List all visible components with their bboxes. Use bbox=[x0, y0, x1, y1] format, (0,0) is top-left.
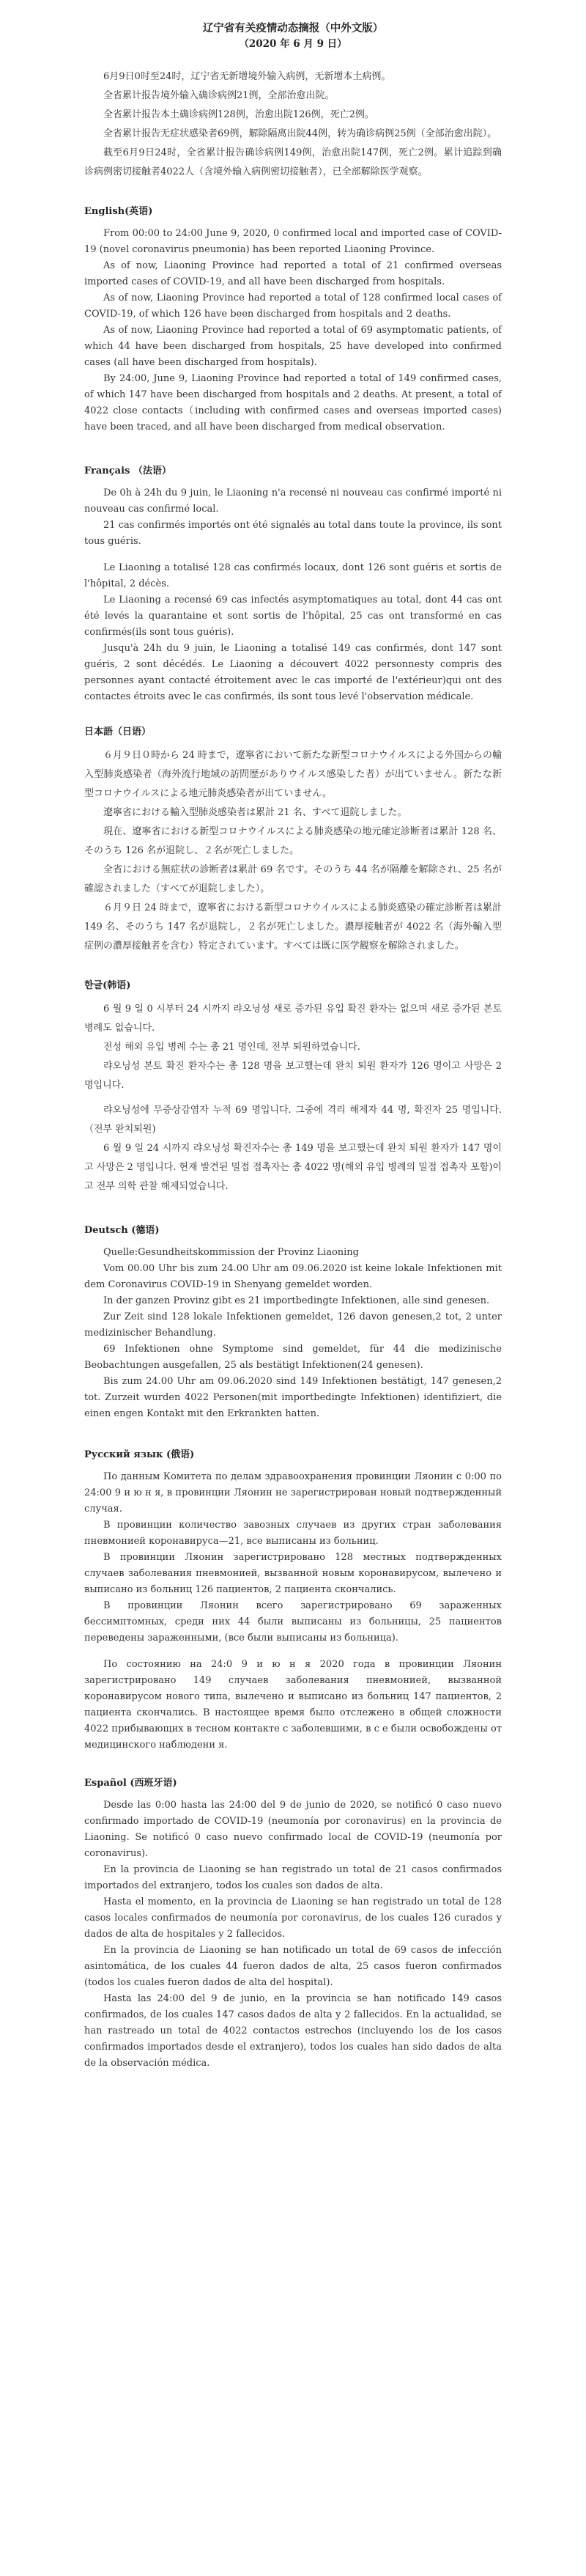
german-paragraph: Bis zum 24.00 Uhr am 09.06.2020 sind 149 Infektionen bestätigt, 147 genesen,2 tot. Zurzeit wurden 4022 Personen(mit importbedingte Infektionen) identifiziert, die einen engen Kontakt mit den Erkrankten hatten. bbox=[84, 1376, 502, 1419]
german-paragraph: Quelle:Gesundheitskommission der Provinz Liaoning bbox=[103, 1247, 359, 1258]
chinese-paragraph: 全省累计报告境外输入确诊病例21例，全部治愈出院。 bbox=[103, 90, 335, 101]
french-heading: Français （法语） bbox=[84, 465, 171, 476]
russian-paragraph: По состоянию на 24:0 9 и ю н я 2020 года в провинции Ляонин зарегистрировано 149 случаев заболевания пневмонией, вызванной коронавирусом нового типа, вылечено и выписано из больниц 147 пациентов, 2 пациента скончались. В настоящее время было отслежено в общей сложности 4022 прибывающих в тесном контакте с заболевшими, в с е были освобождены от медицинского наблюдени я. bbox=[84, 1659, 502, 1751]
korean-paragraph: 랴오닝성에 무증상감염자 누적 69 명입니다. 그중에 격리 해제자 44 명, 확진자 25 명입니다. （전부 완치퇴원) bbox=[84, 1105, 502, 1135]
spanish-heading: Español (西班牙语) bbox=[84, 1778, 177, 1789]
english-section bbox=[84, 204, 502, 435]
russian-section bbox=[84, 1447, 502, 1753]
korean-paragraph: 6 월 9 일 0 시부터 24 시까지 랴오닝성 새로 증가된 유입 확진 환자는 없으며 새로 증가된 본토 병례도 없습니다. bbox=[84, 1004, 502, 1034]
german-paragraph: Zur Zeit sind 128 lokale Infektionen gemeldet, 126 davon genesen,2 tot, 2 unter medizinischer Behandlung. bbox=[84, 1311, 502, 1339]
german-paragraph: 69 Infektionen ohne Symptome sind gemeldet, für 44 die medizinische Beobachtungen ausgefallen, 25 als bestätigt Infektionen(24 genesen). bbox=[84, 1344, 502, 1371]
japanese-paragraph: ６月９日０時から 24 時まで，遼寧省において新たな新型コロナウイルスによる外国からの輸入型肺炎感染者（海外流行地域の訪問歴がありウイルス感染した者）が出ていません。新たな新型コロナウイルスによる地元肺炎感染者が出ていません。 bbox=[84, 750, 502, 799]
spanish-paragraph: Hasta las 24:00 del 9 de junio, en la provincia se han notificado 149 casos confirmados, de los cuales 147 casos dados de alta y 2 fallecidos. En la actualidad, se han rastreado un total de 4022 contactos estrechos (incluyendo los de los casos confirmados importados desde el extranjero), todos los cuales han sido dados de alta de la observación médica. bbox=[84, 1993, 502, 2069]
english-paragraph: From 00:00 to 24:00 June 9, 2020, 0 confirmed local and imported case of COVID-19 (novel coronavirus pneumonia) has been reported Liaoning Province. bbox=[84, 228, 502, 255]
french-paragraph: De 0h à 24h du 9 juin, le Liaoning n'a recensé ni nouveau cas confirmé importé ni nouveau cas confirmé local. bbox=[84, 487, 502, 515]
spanish-section bbox=[84, 1775, 502, 2072]
japanese-paragraph: 全省における無症状の診断者は累計 69 名です。そのうち 44 名が隔離を解除され、25 名が確認されました（すべてが退院しました）。 bbox=[84, 864, 502, 894]
spanish-paragraph: En la provincia de Liaoning se han registrado un total de 21 casos confirmados importados del extranjero, todos los cuales son dados de alta. bbox=[84, 1864, 502, 1891]
chinese-paragraph: 全省累计报告本土确诊病例128例，治愈出院126例，死亡2例。 bbox=[103, 109, 374, 120]
russian-paragraph: В провинции Ляонин зарегистрировано 128 местных подтвержденных случаев заболевания пневмонией, вызванной новым коронавирусом, вылечено и выписано из больниц 126 пациентов, 2 пациента скончались. bbox=[84, 1552, 502, 1595]
document-title: 辽宁省有关疫情动态摘报（中外文版） bbox=[202, 22, 384, 34]
french-paragraph: Le Liaoning a totalisé 128 cas confirmés locaux, dont 126 sont guéris et sortis de l'hôpital, 2 décès. bbox=[84, 562, 502, 589]
document-date: （2020 年 6 月 9 日） bbox=[239, 38, 347, 50]
spanish-paragraph: Desde las 0:00 hasta las 24:00 del 9 de junio de 2020, se notificó 0 caso nuevo confirmado importado de COVID-19 (neumonía por coronavirus) en la provincia de Liaoning. Se notificó 0 caso nuevo confirmado local de COVID-19 (neumonía por coronavirus). bbox=[84, 1800, 502, 1859]
russian-heading: Русский язык (俄语) bbox=[84, 1449, 195, 1460]
chinese-paragraph: 6月9日0时至24时，辽宁省无新增境外输入病例，无新增本土病例。 bbox=[103, 71, 391, 82]
german-heading: Deutsch (德语) bbox=[84, 1225, 160, 1236]
russian-paragraph: В провинции количество завозных случаев из других стран заболевания пневмонией коронавируса—21, все выписаны из больниц. bbox=[84, 1520, 502, 1547]
english-paragraph: As of now, Liaoning Province had reported a total of 21 confirmed overseas imported cases of COVID-19, and all have been discharged from hospitals. bbox=[84, 260, 502, 287]
french-paragraph: Le Liaoning a recensé 69 cas infectés asymptomatiques au total, dont 44 cas ont été levés la quarantaine et sont sortis de l'hôpital, 25 cas ont transformé en cas confirmés(ils sont tous guéris). bbox=[84, 595, 502, 638]
spanish-paragraph: En la provincia de Liaoning se han notificado un total de 69 casos de infección asintomática, de los cuales 44 fueron dados de alta, 25 casos fueron confirmados (todos los cuales fueron dados de alta del hospital). bbox=[84, 1945, 502, 1988]
japanese-section bbox=[84, 724, 502, 956]
japanese-paragraph: 遼寧省における輸入型肺炎感染者は累計 21 名、すべて退院しました。 bbox=[103, 807, 407, 818]
english-paragraph: As of now, Liaoning Province had reported a total of 128 confirmed local cases of COVID-19, of which 126 have been discharged from hospitals and 2 deaths. bbox=[84, 292, 502, 320]
korean-paragraph: 랴오닝성 본토 확진 환자수는 총 128 명을 보고했는데 완치 퇴원 환자가 126 명이고 사망은 2 명입니다. bbox=[84, 1061, 502, 1091]
german-paragraph: In der ganzen Provinz gibt es 21 importbedingte Infektionen, alle sind genesen. bbox=[103, 1295, 490, 1306]
russian-paragraph: По данным Комитета по делам здравоохранения провинции Ляонин с 0:00 по 24:00 9 и ю н я, в провинции Ляонин не зарегистрирован новый подтвержденный случая. bbox=[84, 1471, 502, 1515]
korean-section bbox=[84, 978, 502, 1196]
russian-paragraph: В провинции Ляонин всего зарегистрировано 69 зараженных бессимптомных, среди них 44 были выписаны из больницы, 25 пациентов переведены зараженными, (все были выписаны из больница). bbox=[84, 1600, 502, 1644]
english-paragraph: By 24:00, June 9, Liaoning Province had reported a total of 149 confirmed cases, of which 147 have been discharged from hospitals and 2 deaths. At present, a total of 4022 close contacts（including with confirmed cases and overseas imported cases) have been traced, and all have been discharged from medical observation. bbox=[84, 373, 502, 433]
french-paragraph: 21 cas confirmés importés ont été signalés au total dans toute la province, ils sont tous guéris. bbox=[84, 520, 502, 547]
english-heading: English(英语) bbox=[84, 206, 153, 217]
korean-paragraph: 6 월 9 일 24 시까지 랴오닝성 확진자수는 총 149 명을 보고했는데 완치 퇴원 환자가 147 명이고 사망은 2 명입니다. 현재 발견된 밀접 접촉자는 총 4022 명(해외 유입 병례의 밀접 접촉자 포함)이고 전부 의학 관찰 해제되었습니다. bbox=[84, 1143, 502, 1192]
japanese-paragraph: 現在、遼寧省における新型コロナウイルスによる肺炎感染の地元確定診断者は累計 128 名、そのうち 126 名が退院し、２名が死亡しました。 bbox=[84, 826, 502, 856]
french-paragraph: Jusqu'à 24h du 9 juin, le Liaoning a totalisé 149 cas confirmés, dont 147 sont guéris, 2 sont décédés. Le Liaoning a découvert 4022 personnesty compris des personnes ayant contacté étroitement avec le cas importé de l'extérieur)qui ont des contactes étroits avec le cas confirmés, ils sont tous levé l'observation médicale. bbox=[84, 643, 502, 702]
french-section bbox=[84, 463, 502, 705]
english-paragraph: As of now, Liaoning Province had reported a total of 69 asymptomatic patients, of which 44 have been discharged from hospitals, 25 have developed into confirmed cases (all have been discharged from hospitals). bbox=[84, 325, 502, 368]
chinese-section bbox=[84, 67, 502, 182]
german-section bbox=[84, 1223, 502, 1422]
korean-heading: 한글(韩语) bbox=[84, 980, 131, 991]
japanese-paragraph: ６月９日 24 時まで，遼寧省における新型コロナウイルスによる肺炎感染の確定診断者は累計 149 名、そのうち 147 名が退院し，２名が死亡しました。濃厚接触者が 4022 名（海外輸入型症例の濃厚接触者を含む）特定されています。すべては既に医学観察を解除されました。 bbox=[84, 902, 502, 952]
japanese-heading: 日本語（日语） bbox=[84, 726, 152, 737]
korean-paragraph: 전성 해외 유입 병례 수는 총 21 명인데, 전부 퇴원하였습니다. bbox=[103, 1042, 360, 1053]
chinese-paragraph: 全省累计报告无症状感染者69例，解除隔离出院44例，转为确诊病例25例（全部治愈出院）。 bbox=[103, 128, 497, 139]
german-paragraph: Vom 00.00 Uhr bis zum 24.00 Uhr am 09.06.2020 ist keine lokale Infektionen mit dem Coronavirus COVID-19 in Shenyang gemeldet worden. bbox=[84, 1263, 502, 1290]
spanish-paragraph: Hasta el momento, en la provincia de Liaoning se han registrado un total de 128 casos locales confirmados de neumonía por coronavirus, de los cuales 126 curados y dados de alta de hospitales y 2 fallecidos. bbox=[84, 1896, 502, 1940]
chinese-paragraph: 截至6月9日24时，全省累计报告确诊病例149例，治愈出院147例，死亡2例。累计追踪到确诊病例密切接触者4022人（含境外输入病例密切接触者），已全部解除医学观察。 bbox=[84, 147, 502, 177]
